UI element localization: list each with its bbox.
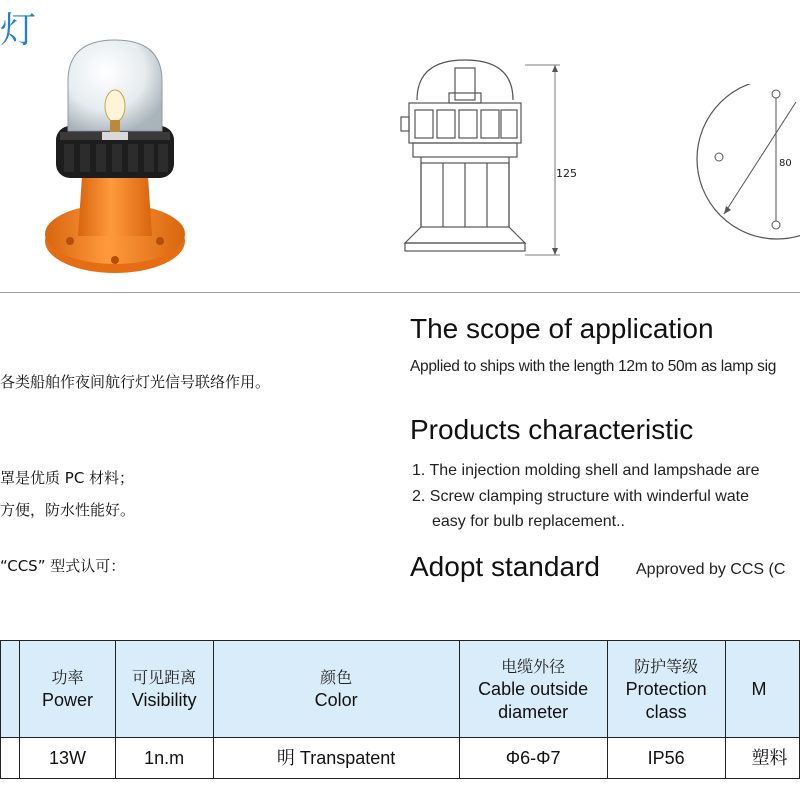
header-visibility: 可见距离 Visibility	[115, 641, 213, 738]
side-elevation-drawing	[395, 55, 575, 265]
spec-table	[0, 640, 800, 779]
characteristic-text-cn-2: 方便，防水性能好。	[0, 501, 136, 519]
table-row	[1, 738, 800, 779]
characteristic-item-1: 1. The injection molding shell and lampshade are	[412, 462, 760, 479]
characteristic-item-2: 2. Screw clamping structure with winderful wate	[412, 488, 750, 505]
standard-heading: Adopt standard	[410, 551, 600, 582]
diameter-dimension-label: 80	[779, 158, 792, 169]
application-text-cn: 各类船舶作夜间航行灯光信号联络作用。	[0, 373, 271, 391]
characteristic-text-cn-1: 罩是优质 PC 材料；	[0, 469, 135, 487]
table-header-row	[1, 641, 800, 738]
table-cell-cut	[1, 738, 20, 779]
header-color: 颜色 Color	[213, 641, 459, 738]
value-cable-diameter: Φ6-Φ7	[459, 738, 607, 779]
value-protection-class: IP56	[607, 738, 725, 779]
value-color: 明 Transpatent	[213, 738, 459, 779]
header-material: M	[725, 641, 799, 738]
height-dimension-label: 125	[556, 167, 577, 180]
lamp-photo	[40, 36, 190, 276]
page-title: 灯	[0, 10, 37, 51]
value-material: 塑料	[725, 738, 799, 779]
standard-text: Approved by CCS (C	[636, 561, 786, 578]
characteristic-heading: Products characteristic	[410, 414, 694, 445]
table-cell-cut	[1, 641, 20, 738]
value-visibility: 1n.m	[115, 738, 213, 779]
header-cable-diameter: 电缆外径 Cable outside diameter	[459, 641, 607, 738]
value-power: 13W	[20, 738, 115, 779]
standard-text-cn: “CCS” 型式认可：	[0, 557, 126, 575]
characteristic-item-2-cont: easy for bulb replacement..	[432, 513, 625, 530]
header-protection-class: 防护等级 Protection class	[607, 641, 725, 738]
header-power: 功率 Power	[20, 641, 115, 738]
scope-text: Applied to ships with the length 12m to 50m as lamp sig	[410, 358, 777, 375]
scope-heading: The scope of application	[410, 313, 714, 344]
section-divider	[0, 292, 800, 293]
